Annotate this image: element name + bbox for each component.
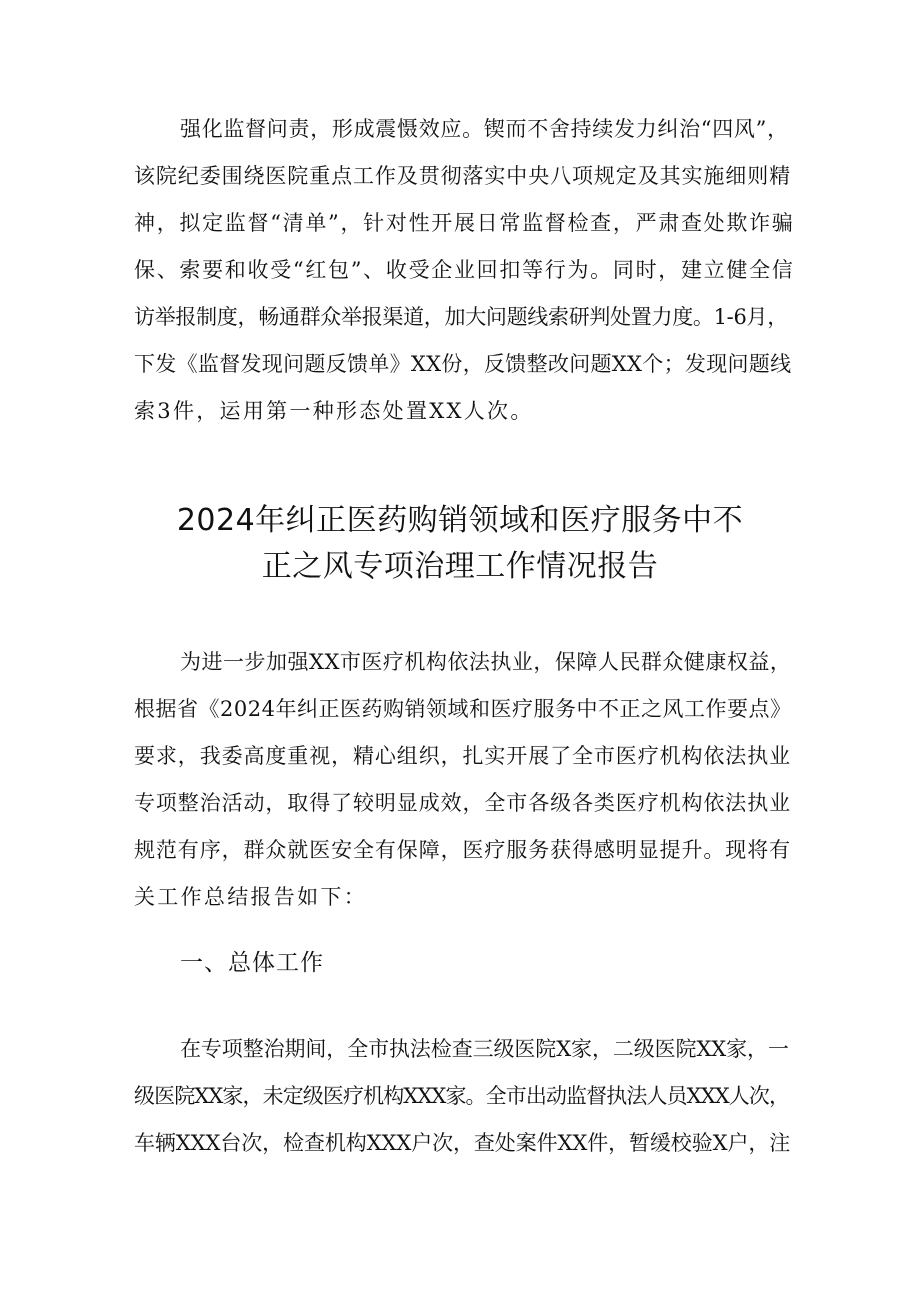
paragraph-line: 在专项整治期间，全市执法检查三级医院X家，二级医院XX家，一	[180, 1037, 789, 1061]
paragraph-overall-work	[134, 1026, 794, 1167]
paragraph-line: 访举报制度，畅通群众举报渠道，加大问题线索研判处置力度。1-6月，	[134, 305, 788, 329]
section-heading: 一、总体工作	[180, 950, 324, 976]
paragraph-supervision	[134, 106, 794, 435]
title-line: 2024年纠正医药购销领域和医疗服务中不	[176, 503, 744, 538]
paragraph-line: 专项整治活动，取得了较明显成效，全市各级各类医疗机构依法执业	[134, 791, 791, 815]
paragraph-line: 下发《监督发现问题反馈单》XX份，反馈整改问题XX个；发现问题线	[134, 352, 792, 376]
title-line: 正之风专项治理工作情况报告	[261, 549, 659, 584]
paragraph-line: 要求，我委高度重视，精心组织，扎实开展了全市医疗机构依法执业	[134, 744, 791, 768]
paragraph-line: 索3件，运用第一种形态处置XX人次。	[134, 399, 534, 423]
paragraph-line: 该院纪委围绕医院重点工作及贯彻落实中央八项规定及其实施细则精	[134, 164, 791, 188]
paragraph-line: 级医院XX家，未定级医疗机构XXX家。全市出动监督执法人员XXX人次，	[134, 1084, 790, 1108]
paragraph-line: 神，拟定监督“清单”，针对性开展日常监督检查，严肃查处欺诈骗	[134, 211, 795, 235]
paragraph-line: 规范有序，群众就医安全有保障，医疗服务获得感明显提升。现将有	[134, 838, 791, 862]
paragraph-intro	[134, 639, 794, 921]
report-title	[0, 498, 920, 590]
paragraph-line: 车辆XXX台次，检查机构XXX户次，查处案件XX件，暂缓校验X户，注	[134, 1131, 791, 1155]
paragraph-line: 根据省《2024年纠正医药购销领域和医疗服务中不正之风工作要点》	[134, 697, 792, 721]
paragraph-line: 关工作总结报告如下：	[134, 885, 367, 909]
paragraph-line: 强化监督问责，形成震慑效应。锲而不舍持续发力纠治“四风”，	[180, 117, 789, 141]
paragraph-line: 为进一步加强XX市医疗机构依法执业，保障人民群众健康权益，	[180, 650, 792, 674]
paragraph-line: 保、索要和收受“红包”、收受企业回扣等行为。同时，建立健全信	[134, 258, 795, 282]
